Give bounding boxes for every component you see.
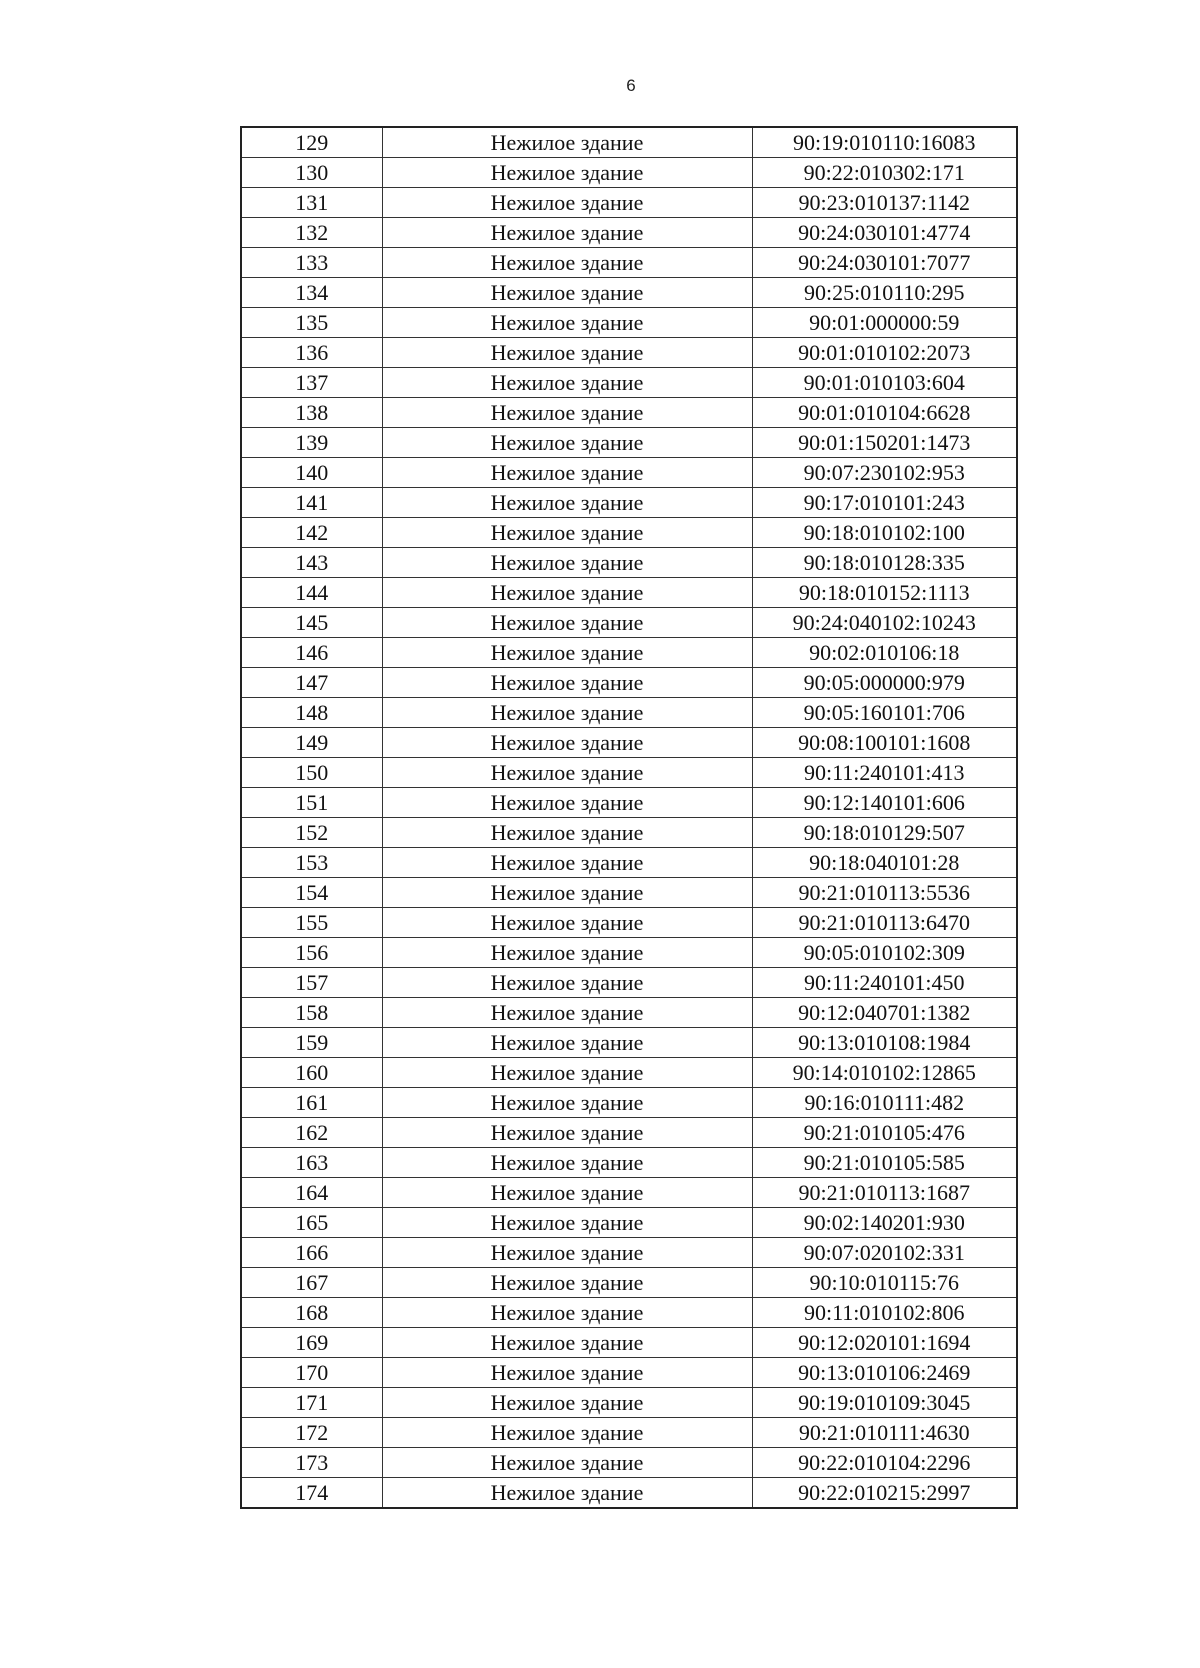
row-number-cell: 138 [241, 398, 382, 428]
cadastral-number-cell: 90:21:010105:585 [752, 1148, 1017, 1178]
object-type-cell: Нежилое здание [382, 218, 752, 248]
object-type-cell: Нежилое здание [382, 338, 752, 368]
row-number-cell: 172 [241, 1418, 382, 1448]
table-row [241, 908, 1017, 938]
cadastral-number-cell: 90:02:010106:18 [752, 638, 1017, 668]
object-type-cell: Нежилое здание [382, 728, 752, 758]
object-type-cell: Нежилое здание [382, 638, 752, 668]
cadastral-number-cell: 90:17:010101:243 [752, 488, 1017, 518]
object-type-cell: Нежилое здание [382, 1238, 752, 1268]
object-type-cell: Нежилое здание [382, 1448, 752, 1478]
cadastral-number-cell: 90:21:010111:4630 [752, 1418, 1017, 1448]
object-type-cell: Нежилое здание [382, 1268, 752, 1298]
row-number-cell: 160 [241, 1058, 382, 1088]
cadastral-number-cell: 90:11:240101:450 [752, 968, 1017, 998]
table-row [241, 1088, 1017, 1118]
table-row [241, 488, 1017, 518]
table-row [241, 1388, 1017, 1418]
cadastral-number-cell: 90:21:010105:476 [752, 1118, 1017, 1148]
cadastral-number-cell: 90:11:010102:806 [752, 1298, 1017, 1328]
object-type-cell: Нежилое здание [382, 608, 752, 638]
table-row [241, 1028, 1017, 1058]
row-number-cell: 174 [241, 1478, 382, 1509]
table-row [241, 878, 1017, 908]
cadastral-number-cell: 90:13:010108:1984 [752, 1028, 1017, 1058]
row-number-cell: 139 [241, 428, 382, 458]
cadastral-number-cell: 90:18:010152:1113 [752, 578, 1017, 608]
cadastral-number-cell: 90:12:020101:1694 [752, 1328, 1017, 1358]
cadastral-number-cell: 90:05:160101:706 [752, 698, 1017, 728]
row-number-cell: 150 [241, 758, 382, 788]
cadastral-number-cell: 90:01:010104:6628 [752, 398, 1017, 428]
table-row [241, 608, 1017, 638]
cadastral-number-cell: 90:01:010102:2073 [752, 338, 1017, 368]
row-number-cell: 151 [241, 788, 382, 818]
row-number-cell: 162 [241, 1118, 382, 1148]
cadastral-number-cell: 90:02:140201:930 [752, 1208, 1017, 1238]
object-type-cell: Нежилое здание [382, 1028, 752, 1058]
table-row [241, 308, 1017, 338]
row-number-cell: 132 [241, 218, 382, 248]
object-type-cell: Нежилое здание [382, 668, 752, 698]
table-row [241, 548, 1017, 578]
cadastral-number-cell: 90:22:010104:2296 [752, 1448, 1017, 1478]
cadastral-number-cell: 90:05:000000:979 [752, 668, 1017, 698]
object-type-cell: Нежилое здание [382, 127, 752, 158]
cadastral-number-cell: 90:22:010215:2997 [752, 1478, 1017, 1509]
cadastral-number-cell: 90:13:010106:2469 [752, 1358, 1017, 1388]
cadastral-number-cell: 90:18:010129:507 [752, 818, 1017, 848]
table-row [241, 638, 1017, 668]
table-row [241, 1238, 1017, 1268]
cadastral-number-cell: 90:11:240101:413 [752, 758, 1017, 788]
row-number-cell: 156 [241, 938, 382, 968]
object-type-cell: Нежилое здание [382, 1208, 752, 1238]
cadastral-number-cell: 90:21:010113:1687 [752, 1178, 1017, 1208]
table-row [241, 1208, 1017, 1238]
property-registry-table [240, 126, 1018, 1509]
row-number-cell: 149 [241, 728, 382, 758]
object-type-cell: Нежилое здание [382, 1058, 752, 1088]
cadastral-number-cell: 90:08:100101:1608 [752, 728, 1017, 758]
row-number-cell: 137 [241, 368, 382, 398]
table-row [241, 1058, 1017, 1088]
table-row [241, 698, 1017, 728]
object-type-cell: Нежилое здание [382, 278, 752, 308]
row-number-cell: 167 [241, 1268, 382, 1298]
table-row [241, 1298, 1017, 1328]
cadastral-number-cell: 90:19:010110:16083 [752, 127, 1017, 158]
table-row [241, 818, 1017, 848]
object-type-cell: Нежилое здание [382, 1478, 752, 1509]
table-row [241, 998, 1017, 1028]
row-number-cell: 164 [241, 1178, 382, 1208]
table-row [241, 968, 1017, 998]
row-number-cell: 145 [241, 608, 382, 638]
object-type-cell: Нежилое здание [382, 248, 752, 278]
object-type-cell: Нежилое здание [382, 1088, 752, 1118]
table-row [241, 1118, 1017, 1148]
row-number-cell: 152 [241, 818, 382, 848]
cadastral-number-cell: 90:22:010302:171 [752, 158, 1017, 188]
cadastral-number-cell: 90:01:010103:604 [752, 368, 1017, 398]
cadastral-number-cell: 90:25:010110:295 [752, 278, 1017, 308]
cadastral-number-cell: 90:01:150201:1473 [752, 428, 1017, 458]
cadastral-number-cell: 90:18:010102:100 [752, 518, 1017, 548]
row-number-cell: 146 [241, 638, 382, 668]
cadastral-number-cell: 90:24:040102:10243 [752, 608, 1017, 638]
object-type-cell: Нежилое здание [382, 1298, 752, 1328]
table-row [241, 1358, 1017, 1388]
table-row [241, 158, 1017, 188]
object-type-cell: Нежилое здание [382, 158, 752, 188]
table-row [241, 218, 1017, 248]
object-type-cell: Нежилое здание [382, 1418, 752, 1448]
table-row [241, 398, 1017, 428]
object-type-cell: Нежилое здание [382, 998, 752, 1028]
object-type-cell: Нежилое здание [382, 488, 752, 518]
row-number-cell: 171 [241, 1388, 382, 1418]
object-type-cell: Нежилое здание [382, 428, 752, 458]
table-row [241, 668, 1017, 698]
row-number-cell: 144 [241, 578, 382, 608]
page-number: 6 [626, 76, 636, 95]
row-number-cell: 131 [241, 188, 382, 218]
table-row [241, 278, 1017, 308]
table-row [241, 1448, 1017, 1478]
table-row [241, 1478, 1017, 1509]
object-type-cell: Нежилое здание [382, 1358, 752, 1388]
row-number-cell: 141 [241, 488, 382, 518]
row-number-cell: 168 [241, 1298, 382, 1328]
row-number-cell: 163 [241, 1148, 382, 1178]
table-row [241, 518, 1017, 548]
object-type-cell: Нежилое здание [382, 698, 752, 728]
cadastral-number-cell: 90:12:040701:1382 [752, 998, 1017, 1028]
row-number-cell: 135 [241, 308, 382, 338]
table-row [241, 188, 1017, 218]
table-row [241, 428, 1017, 458]
row-number-cell: 173 [241, 1448, 382, 1478]
table-row [241, 938, 1017, 968]
row-number-cell: 140 [241, 458, 382, 488]
object-type-cell: Нежилое здание [382, 788, 752, 818]
row-number-cell: 153 [241, 848, 382, 878]
table-body [241, 127, 1017, 1508]
table-row [241, 1148, 1017, 1178]
cadastral-number-cell: 90:10:010115:76 [752, 1268, 1017, 1298]
object-type-cell: Нежилое здание [382, 758, 752, 788]
table-row [241, 1418, 1017, 1448]
object-type-cell: Нежилое здание [382, 848, 752, 878]
table-row [241, 1328, 1017, 1358]
object-type-cell: Нежилое здание [382, 308, 752, 338]
object-type-cell: Нежилое здание [382, 1328, 752, 1358]
row-number-cell: 169 [241, 1328, 382, 1358]
row-number-cell: 170 [241, 1358, 382, 1388]
cadastral-number-cell: 90:21:010113:6470 [752, 908, 1017, 938]
object-type-cell: Нежилое здание [382, 578, 752, 608]
cadastral-number-cell: 90:12:140101:606 [752, 788, 1017, 818]
object-type-cell: Нежилое здание [382, 1118, 752, 1148]
object-type-cell: Нежилое здание [382, 548, 752, 578]
table-row [241, 788, 1017, 818]
object-type-cell: Нежилое здание [382, 1178, 752, 1208]
row-number-cell: 154 [241, 878, 382, 908]
cadastral-number-cell: 90:23:010137:1142 [752, 188, 1017, 218]
object-type-cell: Нежилое здание [382, 398, 752, 428]
object-type-cell: Нежилое здание [382, 878, 752, 908]
row-number-cell: 143 [241, 548, 382, 578]
row-number-cell: 158 [241, 998, 382, 1028]
table-row [241, 127, 1017, 158]
table-row [241, 758, 1017, 788]
row-number-cell: 130 [241, 158, 382, 188]
row-number-cell: 159 [241, 1028, 382, 1058]
table-row [241, 1178, 1017, 1208]
table-row [241, 1268, 1017, 1298]
row-number-cell: 147 [241, 668, 382, 698]
row-number-cell: 157 [241, 968, 382, 998]
object-type-cell: Нежилое здание [382, 368, 752, 398]
row-number-cell: 161 [241, 1088, 382, 1118]
cadastral-number-cell: 90:01:000000:59 [752, 308, 1017, 338]
cadastral-number-cell: 90:21:010113:5536 [752, 878, 1017, 908]
cadastral-number-cell: 90:05:010102:309 [752, 938, 1017, 968]
cadastral-number-cell: 90:14:010102:12865 [752, 1058, 1017, 1088]
row-number-cell: 136 [241, 338, 382, 368]
row-number-cell: 166 [241, 1238, 382, 1268]
table-row [241, 848, 1017, 878]
cadastral-number-cell: 90:18:010128:335 [752, 548, 1017, 578]
object-type-cell: Нежилое здание [382, 1148, 752, 1178]
row-number-cell: 155 [241, 908, 382, 938]
object-type-cell: Нежилое здание [382, 1388, 752, 1418]
table-row [241, 728, 1017, 758]
cadastral-number-cell: 90:07:020102:331 [752, 1238, 1017, 1268]
cadastral-number-cell: 90:24:030101:4774 [752, 218, 1017, 248]
row-number-cell: 142 [241, 518, 382, 548]
row-number-cell: 129 [241, 127, 382, 158]
table-row [241, 578, 1017, 608]
row-number-cell: 148 [241, 698, 382, 728]
cadastral-number-cell: 90:19:010109:3045 [752, 1388, 1017, 1418]
table-row [241, 248, 1017, 278]
object-type-cell: Нежилое здание [382, 458, 752, 488]
row-number-cell: 134 [241, 278, 382, 308]
cadastral-number-cell: 90:16:010111:482 [752, 1088, 1017, 1118]
table-row [241, 368, 1017, 398]
row-number-cell: 133 [241, 248, 382, 278]
cadastral-number-cell: 90:24:030101:7077 [752, 248, 1017, 278]
table-row [241, 338, 1017, 368]
row-number-cell: 165 [241, 1208, 382, 1238]
object-type-cell: Нежилое здание [382, 938, 752, 968]
table-row [241, 458, 1017, 488]
object-type-cell: Нежилое здание [382, 818, 752, 848]
object-type-cell: Нежилое здание [382, 188, 752, 218]
cadastral-number-cell: 90:18:040101:28 [752, 848, 1017, 878]
cadastral-number-cell: 90:07:230102:953 [752, 458, 1017, 488]
object-type-cell: Нежилое здание [382, 968, 752, 998]
object-type-cell: Нежилое здание [382, 518, 752, 548]
object-type-cell: Нежилое здание [382, 908, 752, 938]
